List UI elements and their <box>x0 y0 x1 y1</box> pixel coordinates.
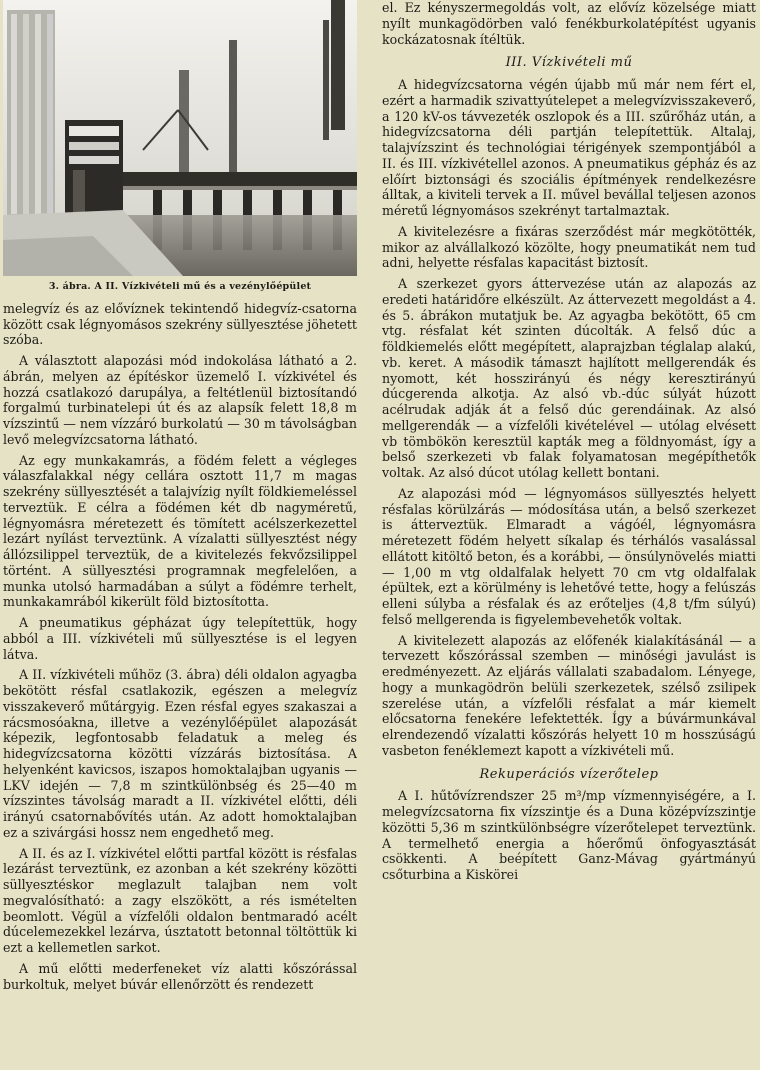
left-paragraph: A pneumatikus gépházat úgy telepítettük, hogy abból a III. vízkivételi mű süllyesztése is el legyen látva. <box>3 615 357 662</box>
right-paragraph: A kivitelezett alapozás az előfenék kialakításánál — a tervezett kőszórással szemben — minőségi javulást is eredményezett. Az eljárás vállalati szabadalom. Lényege, hogy a munkagödrön belüli szerkezetek, szélső zsilipek szerelése után, a vízfelőli résfalat a már kiemelt előcsatorna fenekére lefektették. Így a búvármunkával elrendezendő vízalatti kőszórás helyett 10 m hosszúságú vasbeton fenéklemezt kapott a vízkivételi mű. <box>382 632 756 758</box>
left-column <box>3 0 357 997</box>
right-paragraph: Az alapozási mód — légnyomásos süllyesztés helyett résfalas körülzárás — módosítása után, a belső szerkezet is átterveztük. Elmaradt a vágóél, légnyomásra méretezett födém helyett síkalap és térhálós vasalással ellátott kitöltő beton, és a korábbi, — önsúlynövelés miatti — 1,00 m vtg oldalfalak helyett 70 cm vtg oldalfalak épültek, ezt a körülmény is lehetővé tette, hogy a felúszás elleni súlyba a résfalak és az erőteljes (4,8 t/fm súlyú) felső mellgerenda is figyelembevehetők voltak. <box>382 485 756 627</box>
left-paragraph: melegvíz és az elővíznek tekintendő hidegvíz-csatorna között csak légnyomásos szekrény süllyesztése jöhetett szóba. <box>3 300 357 348</box>
left-paragraph: A választott alapozási mód indokolása látható a 2. ábrán, melyen az építéskor üzemelő I. vízkivétel és hozzá csatlakozó darupálya, a feltétlenül biztosítandó forgalmú turbinatelepi út és az alapsík felett 18,8 m vízszintű — nem vízzáró burkolatú — 30 m távolságban levő melegvízcsatorna látható. <box>3 353 357 447</box>
section-heading: III. Vízkivételi mű <box>505 55 633 71</box>
section-heading: Rekuperációs vízerőtelep <box>479 766 659 782</box>
water-intake-photo <box>3 0 357 276</box>
right-paragraph: A I. hűtővízrendszer 25 m³/mp vízmennyiségére, a I. melegvízcsatorna fix vízszintje és a Duna középvízszintje közötti 5,36 m szintkülönbségre vízerőtelepet terveztünk. A termelhető energia a hőerőmű önfogyasztását csökkenti. A beépített Ganz-Mávag gyártmányú csőturbina a Kiskörei <box>382 788 756 882</box>
right-paragraph: A kivitelezésre a fixáras szerződést már megkötötték, mikor az alvállalkozó közölte, hogy pneumatikát nem tud adni, helyette résfalas kapacitást biztosít. <box>382 223 756 271</box>
figure-photo <box>3 0 357 276</box>
left-paragraph: Az egy munkakamrás, a födém felett a végleges válaszfalakkal négy cellára osztott 11,7 m magas szekrény süllyesztését a talajvízig nyílt földkiemeléssel terveztük. E célra a födémen két db nagyméretű, légnyomásra méretezett és tömített acélszerkezettel lezárt nyílást terveztünk. A vízalatti süllyesztést négy állózsilippel terveztük, de a kivitelezés fekvőzsilippel történt. A süllyesztési programnak megfelelően, a munka utolsó harmadában a súlyt a födémre terhelt, munkakamrából kikerült föld biztosította. <box>3 452 357 610</box>
right-paragraph: A hidegvízcsatorna végén újabb mű már nem fért el, ezért a harmadik szivattyútelepet a melegvízvisszakeverő, a 120 kV-os távvezeték oszlopok és a III. szűrőház után, a hidegvízcsatorna déli partján telepítettük. Altalaj, talajvízszint és technológiai térigények szempontjából a II. és III. vízkivétellel azonos. A pneumatikus gépház és az előírt biztonsági és szociális építmények rendelkezésre álltak, a kiviteli tervek a II. művel bevállal teljesen azonos méretű légnyomásos szekrényt tartalmaztak. <box>382 77 756 218</box>
left-paragraph: A II. és az I. vízkivétel előtti partfal között is résfalas lezárást terveztünk, ez azonban a két szekrény közötti süllyesztéskor meglazult talajban nem volt megvalósítható: a zagy elszökött, a rés ismételten beomlott. Végül a vízfelőli oldalon bentmaradó acélt dúcelemezekkel lezárva, úsztatott betonnal töltöttük ki ezt a kellemetlen sarkot. <box>3 845 357 955</box>
left-paragraph: A mű előtti mederfeneket víz alatti kőszórással burkoltuk, melyet búvár ellenőrzött és rendezett <box>3 960 357 992</box>
right-intro-paragraph: el. Ez kényszermegoldás volt, az elővíz közelsége miatt nyílt munkagödörben való fenékburkolatépítést ugyanis kockázatosnak ítéltük. <box>382 0 756 47</box>
right-paragraph: A szerkezet gyors áttervezése után az alapozás az eredeti határidőre elkészült. Az áttervezett megoldást a 4. és 5. ábrákon mutatjuk be. Az agyagba bekötött, 65 cm vtg. résfalat két szinten dúcolták. A felső dúc a földkiemelés előtt megépített, alaprajzban téglalap alakú, vb. keret. A második támaszt hajlított mellgerendák és nyomott, két hosszirányú és négy keresztirányú dúcgerenda alkotja. Az alsó vb.-dúc súlyát húzott acélrudak adják át a felső dúc gerendáinak. Az alsó mellgerendák — a vízfelőli kivételével — utólag elvésett vb tömbökön keresztül kapták meg a földnyomást, így a belső szerkezeti vb falak folyamatosan megépíthetők voltak. Az alsó dúcot utólag kellett bontani. <box>382 276 756 480</box>
left-paragraph: A II. vízkivételi műhöz (3. ábra) déli oldalon agyagba bekötött résfal csatlakozik, egészen a melegvíz visszakeverő műtárgyig. Ezen résfal egyes szakaszai a rácsmosóakna, illetve a vezénylőépület alapozását képezik, legfontosabb feladatuk a meleg és hidegvízcsatorna közötti vízzárás biztosítása. A helyenként kavicsos, iszapos homoktalajban ugyanis — LKV idején — 7,8 m szintkülönbség és 25—40 m vízszintes távolság maradt a II. vízkivétel előtti, déli irányú csatornabővítés után. Az adott homoktalajban ez a szivárgási hossz nem engedhető meg. <box>3 667 357 840</box>
right-column <box>382 0 756 888</box>
figure-caption: 3. ábra. A II. Vízkivételi mű és a vezénylőépület <box>48 281 312 292</box>
